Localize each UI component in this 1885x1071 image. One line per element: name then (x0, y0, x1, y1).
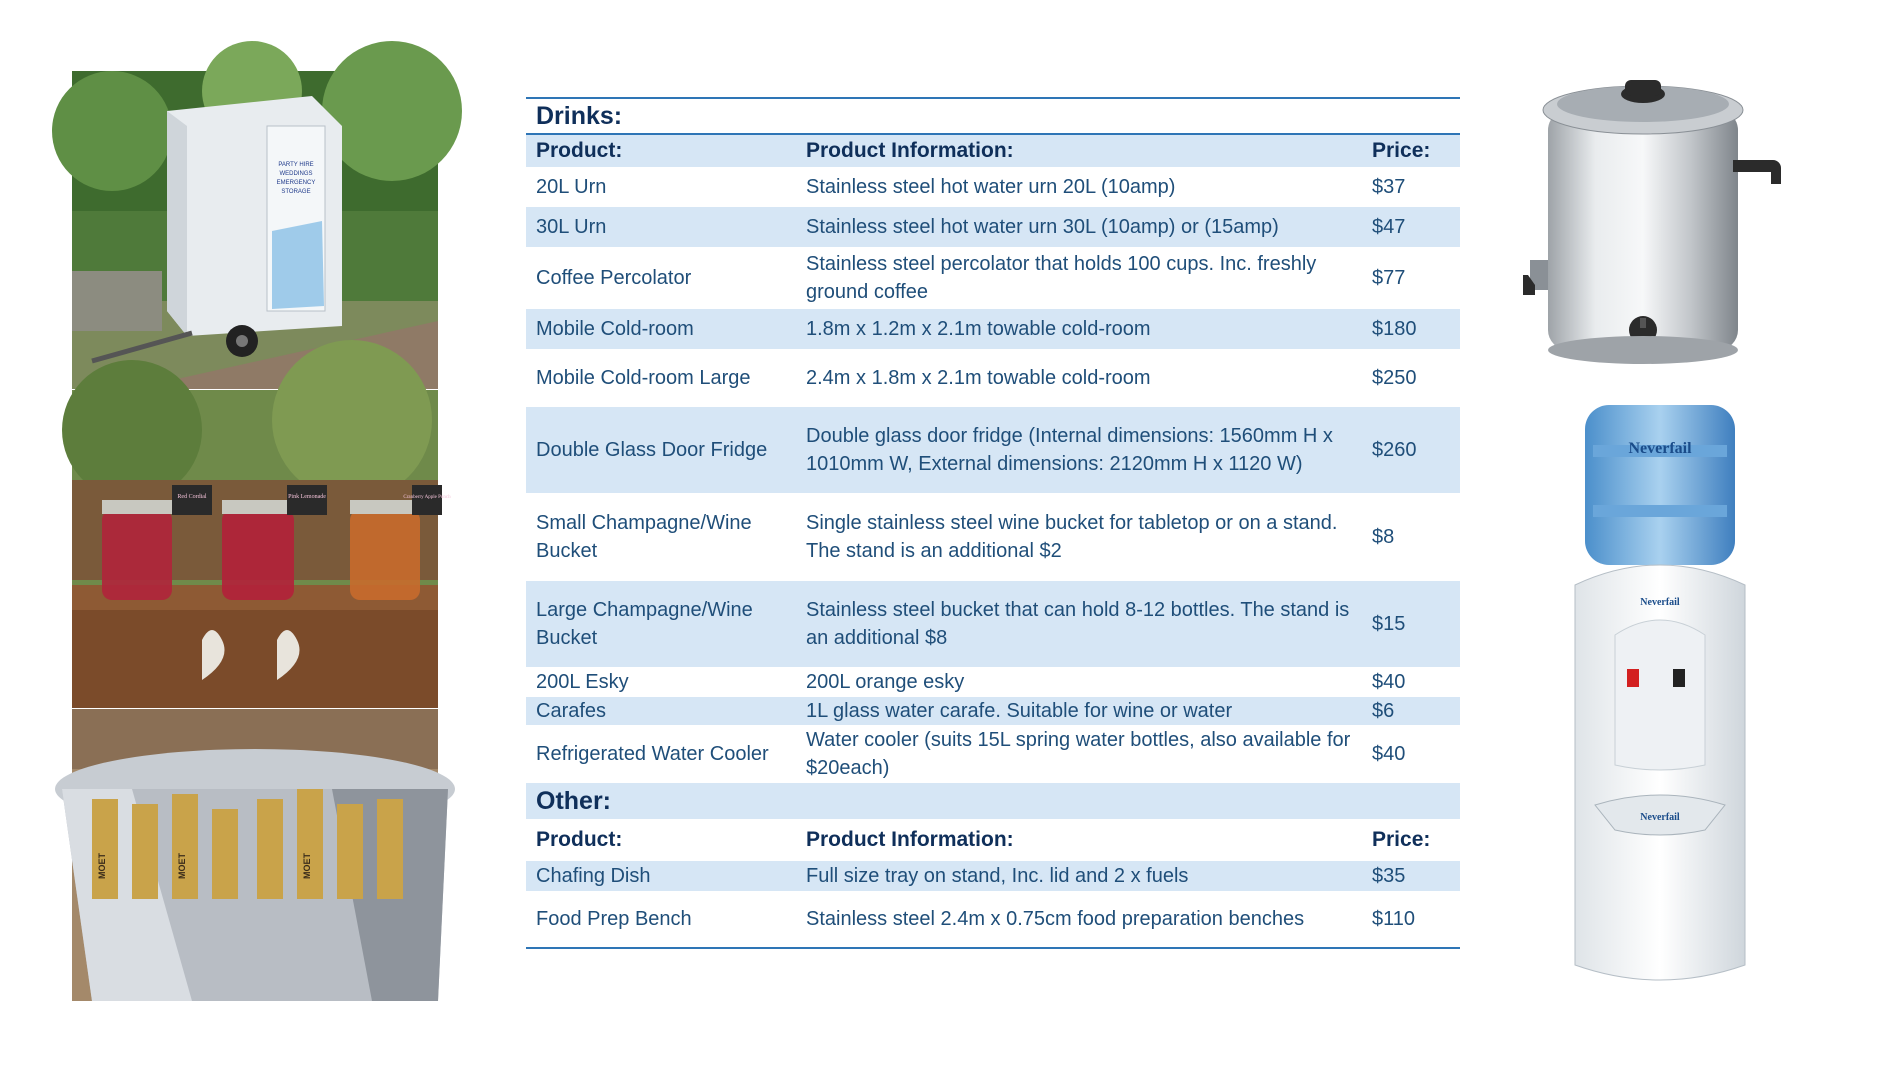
product-price: $110 (1372, 908, 1416, 930)
product-price: $8 (1372, 526, 1395, 548)
product-price: $260 (1372, 439, 1417, 461)
price-column-header: Price: (1372, 139, 1431, 162)
product-price: $37 (1372, 176, 1406, 198)
product-name: Large Champagne/Wine Bucket (536, 599, 753, 649)
product-price: $40 (1372, 671, 1406, 693)
other-header-row (526, 819, 1460, 861)
product-info: Water cooler (suits 15L spring water bottles, also available for $20each) (806, 729, 1351, 779)
product-price: $180 (1372, 318, 1417, 340)
product-info: 1L glass water carafe. Suitable for wine or water (806, 700, 1233, 722)
product-name: Mobile Cold-room Large (536, 367, 751, 389)
bottle-brand-label: Neverfail (1628, 440, 1692, 457)
product-info: Single stainless steel wine bucket for tabletop or on a stand. The stand is an additional $2 (806, 512, 1338, 562)
product-price: $47 (1372, 216, 1406, 238)
table-row (526, 667, 1460, 697)
svg-text:MOET: MOET (177, 853, 187, 879)
svg-text:Pink Lemonade: Pink Lemonade (288, 494, 326, 500)
table-row (526, 349, 1460, 407)
product-info: 200L orange esky (806, 671, 965, 693)
product-name: Coffee Percolator (536, 267, 692, 289)
table-row (526, 207, 1460, 247)
product-info: Stainless steel bucket that can hold 8-12 bottles. The stand is an additional $8 (806, 599, 1350, 649)
product-info: Stainless steel hot water urn 30L (10amp) or (15amp) (806, 216, 1279, 238)
product-price: $77 (1372, 267, 1406, 289)
product-name: Mobile Cold-room (536, 318, 694, 340)
product-price: $250 (1372, 367, 1417, 389)
drinks-section-title: Drinks: (536, 101, 623, 130)
table-row (526, 407, 1460, 493)
svg-text:Red Cordial: Red Cordial (177, 494, 207, 500)
product-price: $6 (1372, 700, 1395, 722)
table-row (526, 861, 1460, 891)
product-column-header: Product: (536, 828, 623, 851)
drip-tray-brand-label: Neverfail (1640, 812, 1680, 823)
svg-text:MOET: MOET (302, 853, 312, 879)
product-name: Double Glass Door Fridge (536, 439, 768, 461)
other-section-title: Other: (536, 786, 611, 815)
product-name: Chafing Dish (536, 865, 651, 887)
svg-text:WEDDINGS: WEDDINGS (279, 171, 313, 177)
svg-text:PARTY HIRE: PARTY HIRE (278, 162, 314, 168)
product-column-header: Product: (536, 139, 623, 162)
table-row (526, 581, 1460, 667)
product-name: Carafes (536, 700, 607, 722)
product-info: Stainless steel 2.4m x 0.75cm food preparation benches (806, 908, 1305, 930)
product-name: 30L Urn (536, 216, 607, 238)
product-name: 200L Esky (536, 671, 629, 693)
other-section-title-row (526, 783, 1460, 819)
product-price: $35 (1372, 865, 1406, 887)
svg-text:MOET: MOET (97, 853, 107, 879)
info-column-header: Product Information: (806, 828, 1014, 851)
champagne-bucket-photo (72, 709, 438, 1001)
product-name: Food Prep Bench (536, 908, 692, 930)
table-row (526, 309, 1460, 349)
table-row (526, 493, 1460, 581)
product-info: 1.8m x 1.2m x 2.1m towable cold-room (806, 318, 1151, 340)
info-column-header: Product Information: (806, 139, 1014, 162)
product-name: 20L Urn (536, 176, 607, 198)
svg-text:EMERGENCY: EMERGENCY (276, 180, 316, 186)
table-row (526, 247, 1460, 309)
product-info: Stainless steel hot water urn 20L (10amp) (806, 176, 1176, 198)
drinks-header-row (526, 135, 1460, 167)
product-info: Stainless steel percolator that holds 100 cups. Inc. freshly ground coffee (806, 253, 1317, 303)
svg-text:STORAGE: STORAGE (281, 189, 311, 195)
price-column-header: Price: (1372, 828, 1431, 851)
product-info: Full size tray on stand, Inc. lid and 2 x fuels (806, 865, 1189, 887)
drink-dispensers-photo (72, 390, 451, 708)
table-row (526, 167, 1460, 207)
mobile-coldroom-photo (72, 71, 438, 389)
drinks-section-title-row (526, 99, 1460, 135)
table-row (526, 891, 1460, 947)
table-row (526, 697, 1460, 725)
product-price: $40 (1372, 743, 1406, 765)
hot-water-urn-photo (1528, 70, 1798, 390)
svg-text:Cranberry Apple Punch: Cranberry Apple Punch (403, 495, 451, 500)
cooler-brand-label: Neverfail (1640, 597, 1680, 608)
product-name: Small Champagne/Wine Bucket (536, 512, 752, 562)
product-name: Refrigerated Water Cooler (536, 743, 769, 765)
table-row (526, 725, 1460, 783)
product-info: 2.4m x 1.8m x 2.1m towable cold-room (806, 367, 1151, 389)
product-info: Double glass door fridge (Internal dimensions: 1560mm H x 1010mm W, External dimensions: 2120mm H x 1120 W) (806, 425, 1333, 475)
price-table (526, 97, 1460, 949)
product-price: $15 (1372, 613, 1406, 635)
water-cooler-photo (1565, 405, 1765, 997)
